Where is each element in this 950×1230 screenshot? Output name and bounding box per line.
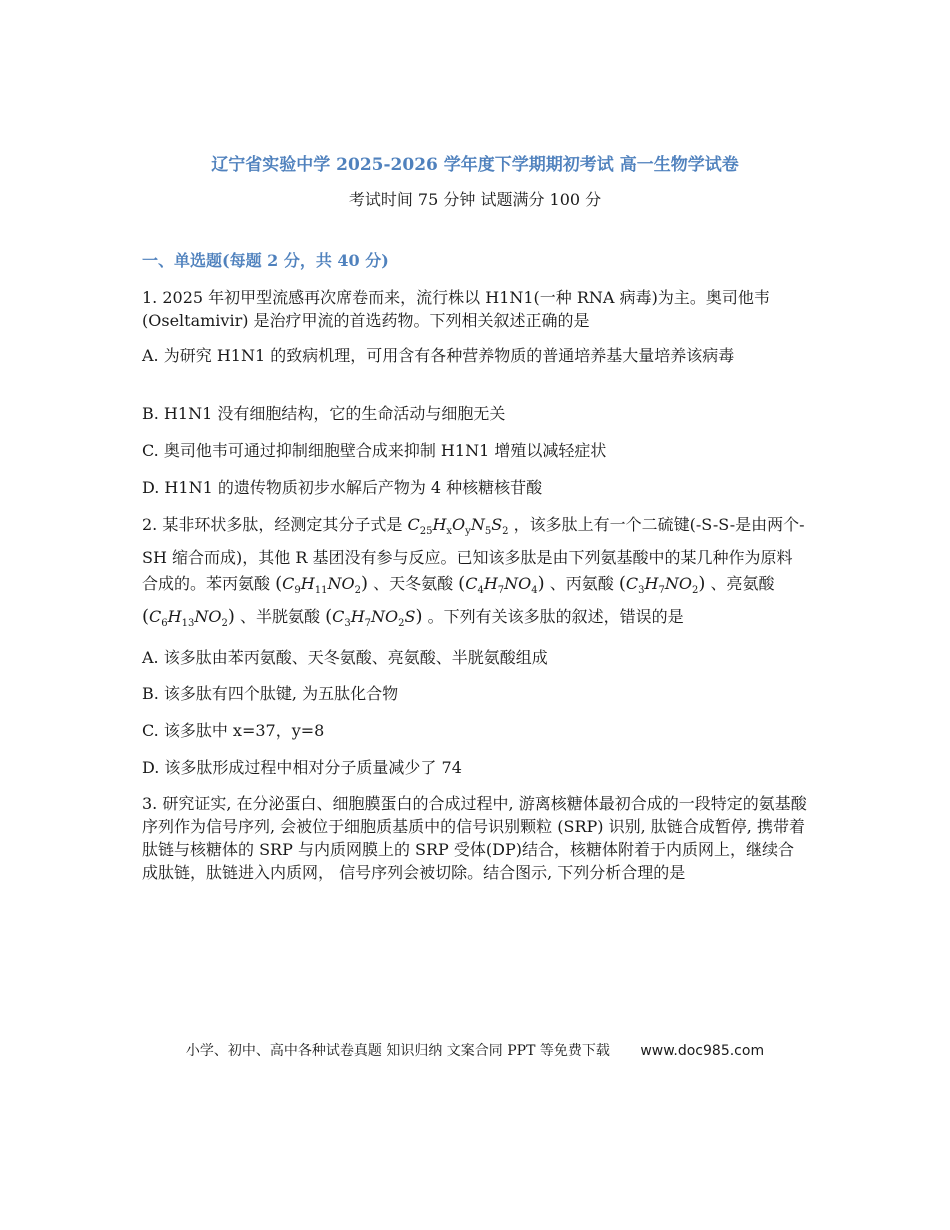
q2-stem-part4: 、丙氨酸 — [549, 574, 619, 594]
formula-leucine: $(C_6H_{13}NO_2)$ — [142, 606, 235, 630]
exam-subtitle: 考试时间 75 分钟 试题满分 100 分 — [348, 190, 602, 209]
formula-aspartic-acid: $(C_4H_7NO_4)$ — [458, 573, 545, 597]
q1-option-b: B. H1N1 没有细胞结构，它的生命活动与细胞无关 — [142, 404, 506, 423]
q2-stem-part7: 。下列有关该多肽的叙述，错误的是 — [427, 607, 684, 627]
q3-stem: 3. 研究证实, 在分泌蛋白、细胞膜蛋白的合成过程中, 游离核糖体最初合成的一段特定的氨基酸序列作为信号序列, 会被位于细胞质基质中的信号识别颗粒 (SRP) 识别, 肽链合成暂停, 携带着肽链与核糖体的 SRP 与内质网膜上的 SRP 受体(DP)结合，核糖体附着于内质网上，继续合成肽链，肽链进入内质网， 信号序列会被切除。结合图示, 下列分析合理的是 — [142, 794, 807, 882]
q2-option-d: D. 该多肽形成过程中相对分子质量减少了 74 — [142, 758, 462, 777]
formula-alanine: $(C_3H_7NO_2)$ — [618, 573, 706, 597]
q2-option-b: B. 该多肽有四个肽键, 为五肽化合物 — [142, 684, 399, 703]
q2-stem-part3: 、天冬氨酸 — [373, 574, 459, 594]
formula-cysteine: $(C_3H_7NO_2S)$ — [325, 606, 423, 630]
page-footer — [0, 1040, 950, 1060]
q1-option-d: D. H1N1 的遗传物质初步水解后产物为 4 种核糖核苷酸 — [142, 478, 543, 497]
q2-option-c: C. 该多肽中 x=37，y=8 — [142, 721, 325, 740]
q2-stem-part5: 、亮氨酸 — [710, 574, 775, 594]
footer-text: 小学、初中、高中各种试卷真题 知识归纳 文案合同 PPT 等免费下载 — [185, 1043, 610, 1059]
q1-option-c: C. 奥司他韦可通过抑制细胞壁合成来抑制 H1N1 增殖以减轻症状 — [142, 441, 607, 460]
exam-title: 辽宁省实验中学 2025-2026 学年度下学期期初考试 高一生物学试卷 — [211, 155, 739, 175]
q2-stem — [142, 512, 807, 638]
footer-url[interactable]: www.doc985.com — [640, 1043, 765, 1059]
q1-stem: 1. 2025 年初甲型流感再次席卷而来，流行株以 H1N1(一种 RNA 病毒)为主。奥司他韦(Oseltamivir) 是治疗甲流的首选药物。下列相关叙述正确的是 — [142, 288, 770, 330]
q1-option-a: A. 为研究 H1N1 的致病机理，可用含有各种营养物质的普通培养基大量培养该病毒 — [142, 346, 735, 365]
formula-peptide: $C_{25}H_xO_yN_5S_2$ — [407, 515, 509, 538]
q2-stem-part6: 、半胱氨酸 — [239, 607, 326, 627]
formula-phenylalanine: $(C_9H_{11}NO_2)$ — [275, 573, 368, 597]
q2-option-a: A. 该多肽由苯丙氨酸、天冬氨酸、亮氨酸、半胱氨酸组成 — [142, 648, 548, 667]
section-heading: 一、单选题(每题 2 分，共 40 分) — [142, 251, 389, 270]
q2-stem-part1: 2. 某非环状多肽，经测定其分子式是 — [142, 515, 408, 534]
q2-stem-part2: ，该多肽上有一个二硫键(-S-S-是由两个-SH 缩合而成)，其他 R 基团没有参与反应。已知该多肽是由下列氨基酸中的某几种作为原料合成的。苯丙氨酸 — [142, 515, 805, 594]
